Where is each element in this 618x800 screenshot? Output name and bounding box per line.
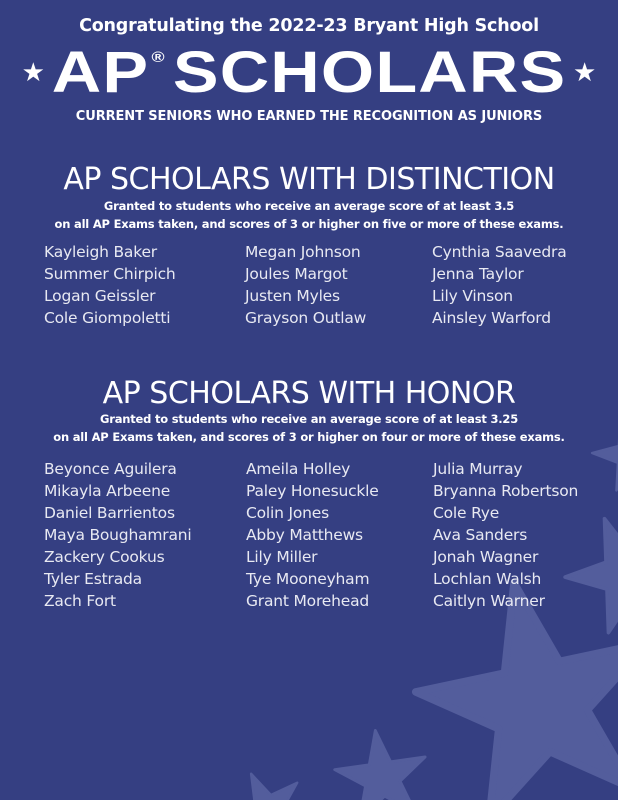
- list-item: Ameila Holley: [246, 460, 351, 478]
- list-item: Tye Mooneyham: [246, 570, 370, 588]
- ap-text: AP: [51, 40, 150, 105]
- distinction-column-3: [432, 241, 567, 329]
- honor-column-3: [433, 458, 578, 612]
- list-item: Justen Myles: [245, 287, 340, 305]
- honor-title: AP SCHOLARS WITH HONOR: [102, 376, 516, 411]
- star-icon: ★: [21, 58, 45, 88]
- list-item: Ainsley Warford: [432, 309, 551, 327]
- list-item: Daniel Barrientos: [44, 504, 175, 522]
- distinction-column-2: [245, 241, 366, 329]
- main-title: [51, 40, 567, 105]
- scholars-text: SCHOLARS: [172, 40, 567, 105]
- list-item: Megan Johnson: [245, 243, 361, 261]
- distinction-description: [0, 197, 618, 233]
- list-item: Abby Matthews: [246, 526, 363, 544]
- list-item: Beyonce Aguilera: [44, 460, 177, 478]
- list-item: Cole Rye: [433, 504, 500, 522]
- honor-desc-line-1: Granted to students who receive an average score of at least 3.25: [99, 412, 519, 426]
- list-item: Joules Margot: [245, 265, 348, 283]
- list-item: Bryanna Robertson: [433, 482, 579, 500]
- list-item: Lily Vinson: [432, 287, 513, 305]
- tagline: CURRENT SENIORS WHO EARNED THE RECOGNITION AS JUNIORS: [75, 109, 543, 124]
- distinction-column-1: [44, 241, 176, 329]
- list-item: Zackery Cookus: [44, 548, 165, 566]
- registered-mark-icon: ®: [151, 49, 166, 66]
- distinction-desc-line-1: Granted to students who receive an average score of at least 3.5: [103, 199, 515, 213]
- small-star-icon: [330, 724, 432, 800]
- list-item: Lily Miller: [246, 548, 318, 566]
- list-item: Caitlyn Warner: [433, 592, 545, 610]
- list-item: Colin Jones: [246, 504, 329, 522]
- distinction-title: AP SCHOLARS WITH DISTINCTION: [63, 162, 555, 197]
- list-item: Zach Fort: [44, 592, 116, 610]
- list-item: Kayleigh Baker: [44, 243, 157, 261]
- list-item: Jenna Taylor: [432, 265, 524, 283]
- list-item: Julia Murray: [433, 460, 523, 478]
- star-icon: ★: [573, 58, 597, 88]
- list-item: Grant Morehead: [246, 592, 370, 610]
- honor-description: [0, 410, 618, 446]
- list-item: Maya Boughamrani: [44, 526, 192, 544]
- list-item: Jonah Wagner: [433, 548, 539, 566]
- list-item: Cynthia Saavedra: [432, 243, 567, 261]
- tiny-star-icon: [217, 758, 317, 800]
- honor-column-2: [246, 458, 379, 612]
- list-item: Paley Honesuckle: [246, 482, 379, 500]
- list-item: Summer Chirpich: [44, 265, 176, 283]
- list-item: Tyler Estrada: [44, 570, 142, 588]
- list-item: Grayson Outlaw: [245, 309, 367, 327]
- list-item: Logan Geissler: [44, 287, 156, 305]
- honor-column-1: [44, 458, 191, 612]
- hero-title: [0, 42, 618, 104]
- distinction-desc-line-2: on all AP Exams taken, and scores of 3 or higher on five or more of these exams.: [54, 217, 564, 231]
- list-item: Lochlan Walsh: [433, 570, 542, 588]
- list-item: Ava Sanders: [433, 526, 528, 544]
- congrats-line: Congratulating the 2022-23 Bryant High School: [79, 16, 539, 36]
- list-item: Mikayla Arbeene: [44, 482, 171, 500]
- honor-desc-line-2: on all AP Exams taken, and scores of 3 or higher on four or more of these exams.: [53, 430, 565, 444]
- list-item: Cole Giompoletti: [44, 309, 171, 327]
